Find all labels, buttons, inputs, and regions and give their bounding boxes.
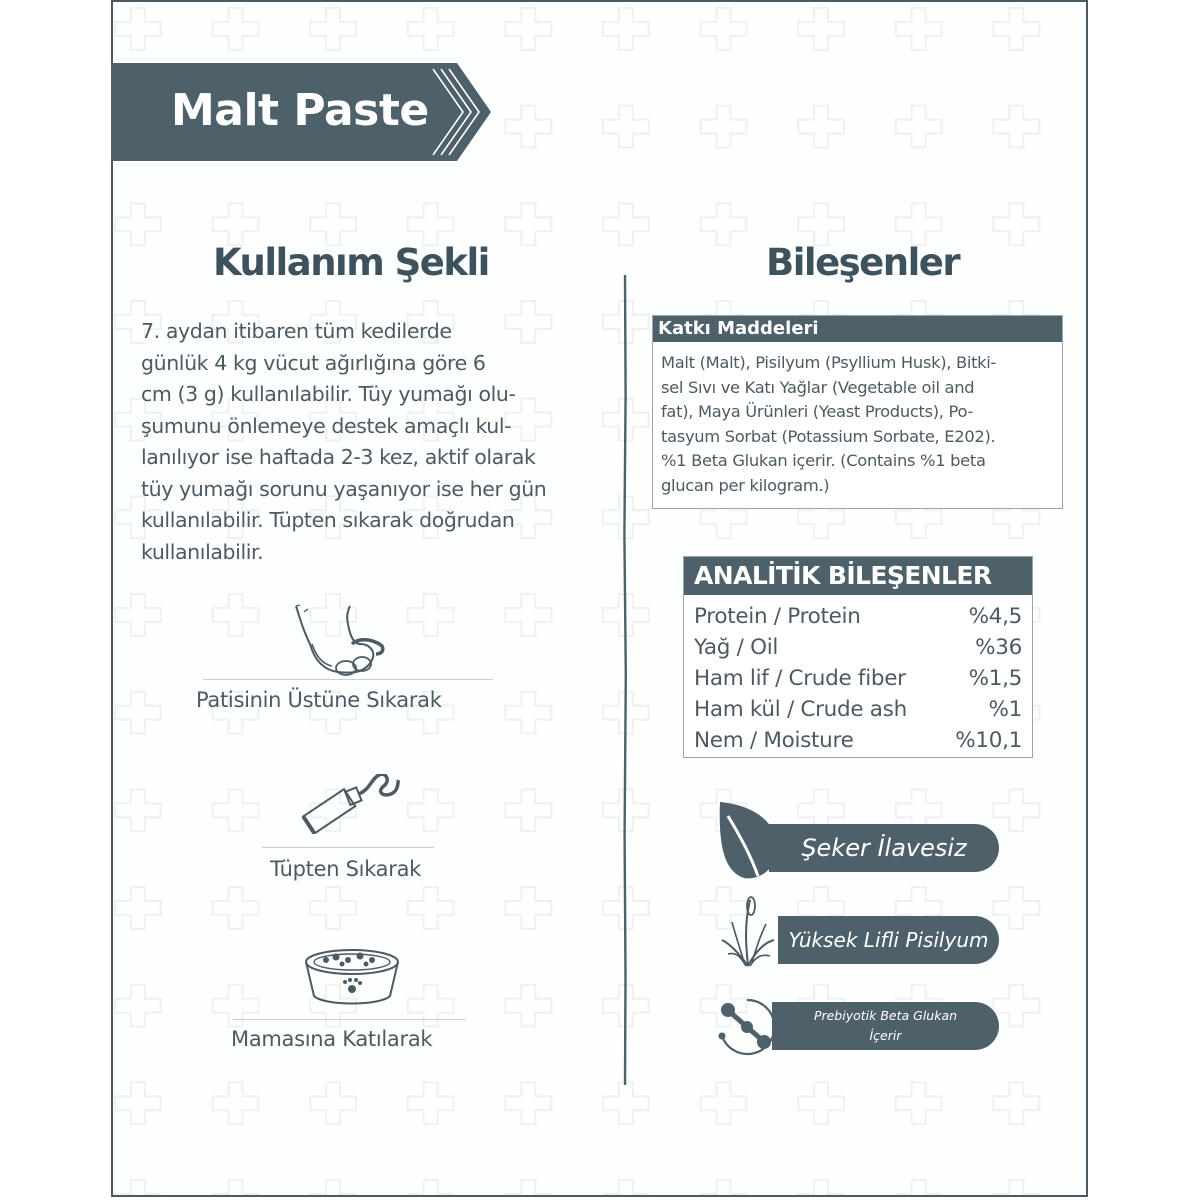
feature-badge-beta-glucan <box>772 1002 999 1050</box>
food-bowl-icon <box>300 944 404 1008</box>
ingredients-title: Bileşenler <box>766 241 960 284</box>
analytic-value: %4,5 <box>968 604 1022 629</box>
product-title: Malt Paste <box>171 85 429 136</box>
additives-text <box>661 351 1057 498</box>
usage-line: kullanılabilir. Tüpten sıkarak doğrudan <box>141 508 515 532</box>
usage-line: kullanılabilir. <box>141 539 264 564</box>
analytic-value: %36 <box>975 635 1022 660</box>
analytic-heading: ANALİTİK BİLEŞENLER <box>684 557 1032 595</box>
feature-badge-no-sugar <box>769 824 999 872</box>
additives-line: Malt (Malt), Pisilyum (Psyllium Husk), Bitki- <box>661 353 997 372</box>
method-label-bowl: Mamasına Katılarak <box>231 1027 433 1051</box>
paw-icon <box>288 604 392 678</box>
analytic-value: %1,5 <box>968 666 1022 691</box>
feature-label: Şeker İlavesiz <box>801 834 967 862</box>
usage-line: cm (3 g) kullanılabilir. Tüy yumağı olu- <box>141 382 516 406</box>
additives-box <box>652 315 1063 509</box>
feature-label-line1: Prebiyotik Beta Glukan <box>813 1008 958 1023</box>
method-divider <box>262 847 434 848</box>
column-divider <box>622 275 628 1085</box>
molecule-icon <box>716 996 778 1058</box>
analytic-row <box>694 725 1022 756</box>
additives-heading: Katkı Maddeleri <box>653 316 1062 342</box>
feature-label: Yüksek Lifli Pisilyum <box>788 928 989 952</box>
additives-line: fat), Maya Ürünleri (Yeast Products), Po- <box>661 402 974 421</box>
method-label-tube: Tüpten Sıkarak <box>270 857 422 881</box>
additives-line: %1 Beta Glukan içerir. (Contains %1 beta <box>661 451 986 470</box>
usage-line: lanılıyor ise haftada 2-3 kez, aktif olarak <box>141 445 536 469</box>
method-divider <box>233 1019 466 1020</box>
analytic-name: Yağ / Oil <box>694 635 779 660</box>
analytic-row <box>694 601 1022 632</box>
analytic-box <box>683 556 1033 758</box>
usage-line: 7. aydan itibaren tüm kedilerde <box>141 319 452 343</box>
leaf-icon <box>714 800 784 880</box>
usage-description <box>141 316 601 568</box>
usage-line: şumunu önlemeye destek amaçlı kul- <box>141 413 512 438</box>
additives-line: sel Sıvı ve Katı Yağlar (Vegetable oil and <box>661 377 975 397</box>
additives-line: glucan per kilogram.) <box>661 475 830 495</box>
analytic-name: Protein / Protein <box>694 604 861 629</box>
usage-line: tüy yumağı sorunu yaşanıyor ise her gün <box>141 476 547 501</box>
tube-icon <box>292 774 408 834</box>
analytic-value: %1 <box>988 697 1022 722</box>
analytic-name: Ham lif / Crude fiber <box>694 666 906 691</box>
feature-badge-psyllium <box>778 916 999 964</box>
usage-line: günlük 4 kg vücut ağırlığına göre 6 <box>141 350 486 375</box>
analytic-name: Nem / Moisture <box>694 728 854 753</box>
method-divider <box>203 679 493 680</box>
additives-line: tasyum Sorbat (Potassium Sorbate, E202). <box>661 426 996 446</box>
feature-label-line2: İçerir <box>869 1028 902 1043</box>
method-label-paw: Patisinin Üstüne Sıkarak <box>196 688 442 712</box>
analytic-value: %10,1 <box>955 728 1022 753</box>
analytic-row <box>694 632 1022 663</box>
plant-icon <box>720 896 776 968</box>
usage-title: Kullanım Şekli <box>213 241 489 284</box>
analytic-row <box>694 694 1022 725</box>
analytic-row <box>694 663 1022 694</box>
analytic-name: Ham kül / Crude ash <box>694 697 907 722</box>
